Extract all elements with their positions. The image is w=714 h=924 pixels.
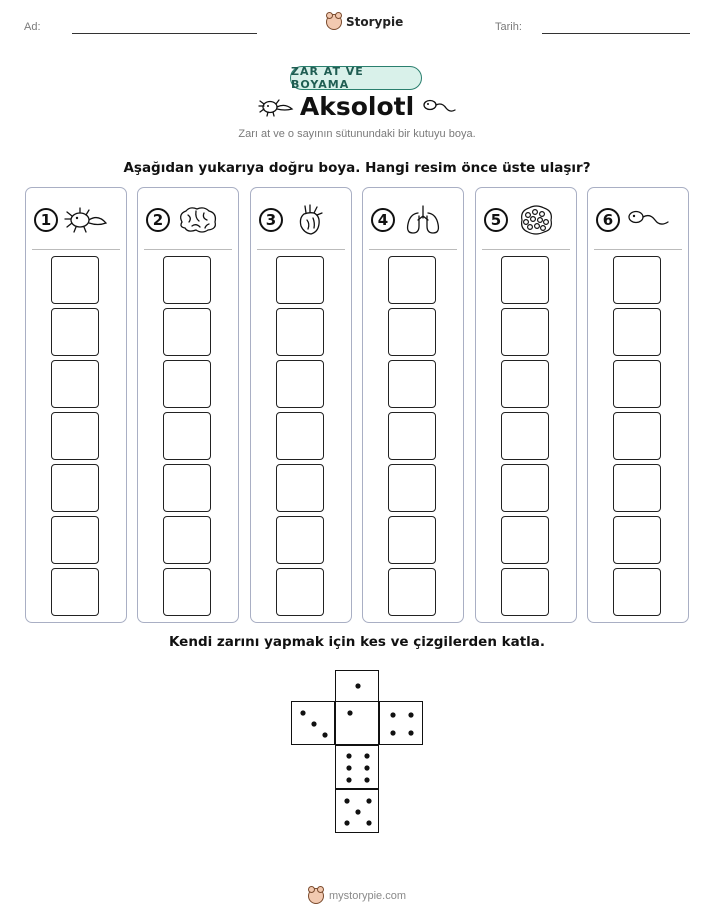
color-box[interactable] [501, 516, 549, 564]
color-box[interactable] [276, 516, 324, 564]
color-box[interactable] [163, 464, 211, 512]
color-box[interactable] [51, 412, 99, 460]
color-box[interactable] [388, 516, 436, 564]
color-box[interactable] [163, 516, 211, 564]
column-4 [362, 187, 464, 623]
color-box[interactable] [613, 516, 661, 564]
color-box[interactable] [613, 412, 661, 460]
color-box[interactable] [51, 360, 99, 408]
color-box[interactable] [388, 412, 436, 460]
heart-icon [289, 204, 333, 236]
color-box[interactable] [501, 256, 549, 304]
footer [0, 888, 714, 904]
column-6 [587, 187, 689, 623]
dice-face [291, 701, 335, 745]
dice-face [335, 789, 379, 833]
tadpole-icon [626, 204, 670, 236]
color-box[interactable] [276, 568, 324, 616]
color-box[interactable] [163, 412, 211, 460]
color-box[interactable] [276, 256, 324, 304]
color-box[interactable] [163, 568, 211, 616]
color-box[interactable] [51, 256, 99, 304]
tadpole-title-icon [422, 97, 456, 117]
column-number: 3 [259, 208, 283, 232]
color-box[interactable] [501, 464, 549, 512]
name-line[interactable] [72, 33, 257, 34]
dice-face [335, 701, 379, 745]
color-box[interactable] [388, 360, 436, 408]
subtitle: Zarı at ve o sayının sütunundaki bir kutuyu boya. [238, 128, 476, 140]
dice-face [335, 745, 379, 789]
brand-logo [326, 14, 403, 30]
column-number: 6 [596, 208, 620, 232]
color-box[interactable] [501, 568, 549, 616]
color-box[interactable] [613, 256, 661, 304]
color-box[interactable] [51, 568, 99, 616]
date-label: Tarih: [495, 21, 522, 33]
column-2 [137, 187, 239, 623]
brand-name: Storypie [346, 15, 404, 29]
column-number: 4 [371, 208, 395, 232]
color-box[interactable] [51, 308, 99, 356]
color-box[interactable] [388, 464, 436, 512]
column-1 [25, 187, 127, 623]
color-box[interactable] [613, 568, 661, 616]
color-box[interactable] [388, 256, 436, 304]
column-number: 1 [34, 208, 58, 232]
column-5 [475, 187, 577, 623]
activity-badge: ZAR AT VE BOYAMA [290, 66, 422, 90]
bear-logo-icon [326, 14, 342, 30]
color-box[interactable] [276, 360, 324, 408]
color-box[interactable] [613, 360, 661, 408]
color-box[interactable] [276, 412, 324, 460]
name-label: Ad: [24, 21, 41, 33]
color-box[interactable] [276, 464, 324, 512]
eggs-icon [514, 204, 558, 236]
color-box[interactable] [613, 308, 661, 356]
dice-face [379, 701, 423, 745]
color-box[interactable] [51, 464, 99, 512]
column-3 [250, 187, 352, 623]
color-box[interactable] [388, 568, 436, 616]
color-box[interactable] [163, 308, 211, 356]
page-title: Aksolotl [299, 92, 415, 121]
footer-url[interactable]: mystorypie.com [328, 890, 407, 902]
color-box[interactable] [613, 464, 661, 512]
color-box[interactable] [501, 360, 549, 408]
axolotl-icon [64, 204, 108, 236]
color-box[interactable] [51, 516, 99, 564]
color-box[interactable] [501, 308, 549, 356]
brain-icon [176, 204, 220, 236]
color-box[interactable] [163, 360, 211, 408]
color-box[interactable] [163, 256, 211, 304]
bear-logo-icon [308, 888, 324, 904]
cut-instruction: Kendi zarını yapmak için kes ve çizgilerden katla. [168, 634, 546, 650]
color-box[interactable] [388, 308, 436, 356]
column-number: 2 [146, 208, 170, 232]
color-box[interactable] [276, 308, 324, 356]
date-line[interactable] [542, 33, 690, 34]
color-box[interactable] [501, 412, 549, 460]
instruction: Aşağıdan yukarıya doğru boya. Hangi resim önce üste ulaşır? [123, 160, 591, 176]
lungs-icon [401, 204, 445, 236]
column-number: 5 [484, 208, 508, 232]
